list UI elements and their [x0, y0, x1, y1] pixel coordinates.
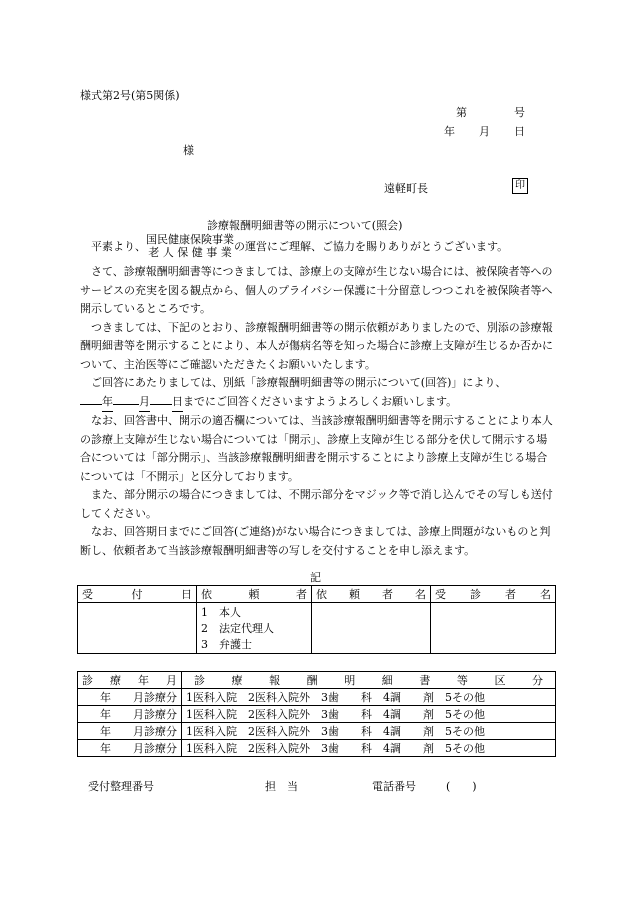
- phone-paren: ( ): [446, 780, 477, 793]
- row-month[interactable]: 年 月診療分: [78, 689, 182, 706]
- row-kinds[interactable]: 1医科入院 2医科入院外 3歯 科 4調 剤 5その他: [182, 740, 556, 757]
- ki-heading: 記: [310, 571, 321, 584]
- header-requester: 依 頼 者: [197, 586, 312, 603]
- page-title: 診療報酬明細書等の開示について(照会): [207, 219, 403, 232]
- date-nichi: 日: [514, 125, 525, 138]
- header-requester-name: 依 頼 者 名: [312, 586, 431, 603]
- opening-line: [91, 233, 508, 259]
- doc-no-dai: 第: [456, 106, 467, 119]
- organization-2: 老 人 保 健 事 業: [148, 246, 232, 259]
- deadline-line: [80, 393, 555, 413]
- row-month[interactable]: 年 月診療分: [78, 740, 182, 757]
- received-date-cell[interactable]: [78, 603, 197, 654]
- body-block-1: [80, 263, 555, 560]
- sender: 遠軽町長: [384, 182, 428, 195]
- phone-label: 電話番号: [372, 780, 416, 793]
- header-received-date: 受 付 日: [78, 586, 197, 603]
- opening-tail: の運営にご理解、ご協力を賜りありがとうございます。: [234, 240, 509, 253]
- doc-no-go: 号: [514, 106, 525, 119]
- form-number: 様式第2号(第5関係): [80, 89, 180, 102]
- row-month[interactable]: 年 月診療分: [78, 723, 182, 740]
- deadline-tail: までにご回答くださいますようよろしくお願いします。: [183, 394, 458, 408]
- classification-table: [77, 671, 556, 757]
- deadline-nen: 年: [102, 393, 113, 413]
- paragraph: さて、診療報酬明細書等につきましては、診療上の支障が生じない場合には、被保険者等へのサービスの充実を図る観点から、個人のプライバシー保護に十分留意しつつこれを被保険者等へ開示しているところです。: [80, 265, 553, 315]
- deadline-gatsu: 月: [139, 393, 150, 413]
- row-month[interactable]: 年 月診療分: [78, 706, 182, 723]
- option-lawyer[interactable]: 3 弁護士: [201, 638, 252, 651]
- paragraph: なお、回答書中、開示の適否欄については、当該診療報酬明細書等を開示することにより本人の診療上支障が生じない場合については「開示」、診療上支障が生じる部分を伏して開示する場合については「部分開示」、当該診療報酬明細書を開示することにより診療上支障が生じる場合については「不開示」と区分しております。: [80, 414, 553, 483]
- paragraph: なお、回答期日までにご回答(ご連絡)がない場合につきましては、診療上問題がないものと判断し、依頼者あて当該診療報酬明細書等の写しを交付することを申し添えます。: [80, 525, 551, 557]
- date-gatsu: 月: [479, 125, 490, 138]
- request-table: [77, 585, 556, 654]
- row-kinds[interactable]: 1医科入院 2医科入院外 3歯 科 4調 剤 5その他: [182, 723, 556, 740]
- header-patient-name: 受 診 者 名: [431, 586, 556, 603]
- tantou-label: 担 当: [265, 780, 298, 793]
- deadline-nichi: 日: [172, 393, 183, 413]
- addressee-suffix: 様: [183, 144, 194, 157]
- requester-name-cell[interactable]: [312, 603, 431, 654]
- date-nen: 年: [444, 125, 455, 138]
- organization-stack: [146, 233, 234, 259]
- header-month: 診療年月: [78, 672, 182, 689]
- requester-options: [197, 603, 312, 654]
- header-classification: 診療報酬明細書等区分: [182, 672, 556, 689]
- option-legal-rep[interactable]: 2 法定代理人: [201, 622, 274, 635]
- option-self[interactable]: 1 本人: [201, 606, 241, 619]
- receipt-number-label: 受付整理番号: [88, 780, 154, 793]
- patient-name-cell[interactable]: [431, 603, 556, 654]
- organization-1: 国民健康保険事業: [146, 233, 234, 246]
- paragraph: また、部分開示の場合につきましては、不開示部分をマジック等で消し込んでその写しも送付してください。: [80, 488, 553, 520]
- paragraph: つきましては、下記のとおり、診療報酬明細書等の開示依頼がありましたので、別添の診療報酬明細書等を開示することにより、本人が傷病名等を知った場合に診療上支障が生じるか否かについて、主治医等にご確認いただきたくお願いいたします。: [80, 320, 553, 371]
- opening-lead: 平素より、: [91, 240, 146, 253]
- paragraph: ご回答にあたりましては、別紙「診療報酬明細書等の開示について(回答)」により、: [91, 376, 507, 389]
- row-kinds[interactable]: 1医科入院 2医科入院外 3歯 科 4調 剤 5その他: [182, 706, 556, 723]
- seal-mark: 印: [512, 178, 528, 194]
- row-kinds[interactable]: 1医科入院 2医科入院外 3歯 科 4調 剤 5その他: [182, 689, 556, 706]
